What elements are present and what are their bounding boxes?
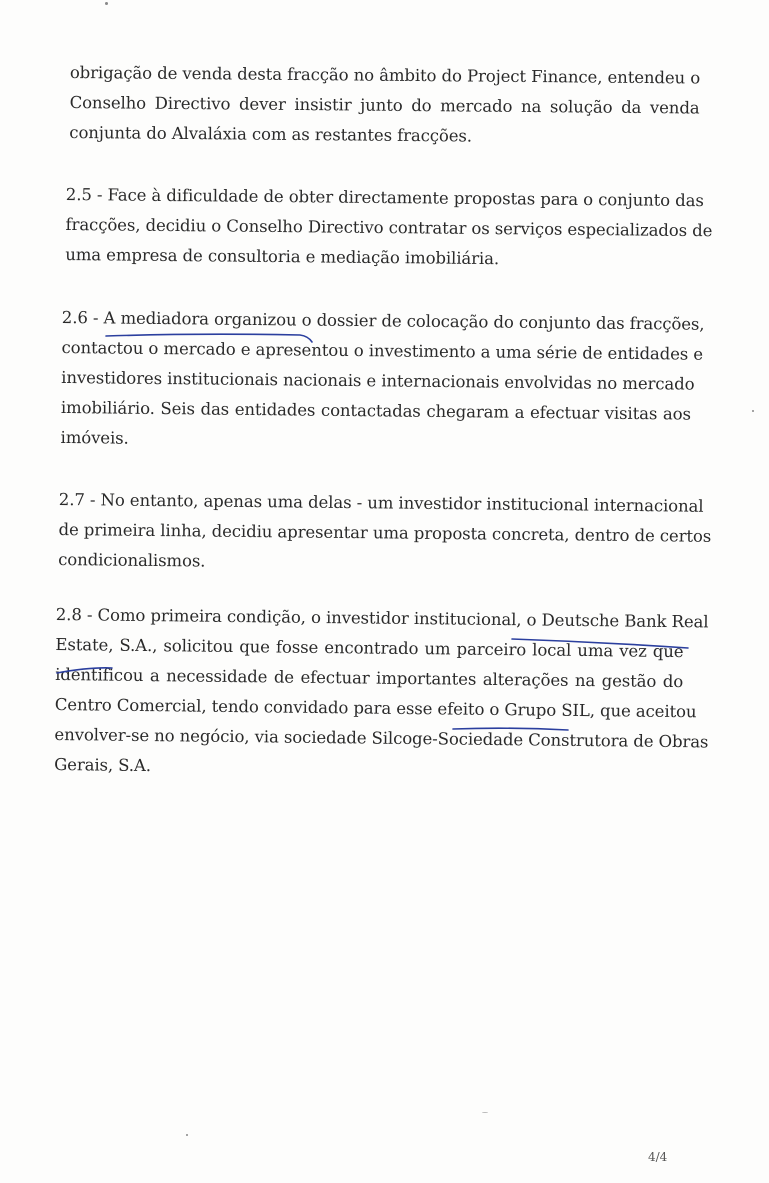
text-line: Centro Comercial, tendo convidado para esse efeito o Grupo SIL, que aceitou (54, 694, 697, 722)
text-line: 2.5 - Face à dificuldade de obter directamente propostas para o conjunto das (65, 184, 704, 211)
text-line: Conselho Directivo dever insistir junto do mercado na solução da venda (69, 92, 700, 118)
paragraph-2-6 (60, 303, 705, 460)
text-line: uma empresa de consultoria e mediação imobiliária. (65, 244, 500, 269)
scan-speck (105, 2, 108, 5)
scan-speck (186, 1134, 188, 1136)
paragraph-2-8 (54, 600, 709, 787)
text-line: identificou a necessidade de efectuar importantes alterações na gestão do (55, 664, 684, 692)
text-line: condicionalismos. (58, 549, 206, 571)
paragraph-2-7 (58, 485, 712, 582)
text-line: imóveis. (60, 427, 129, 448)
text-line: 2.7 - No entanto, apenas uma delas - um investidor institucional internacional (58, 489, 704, 516)
text-line: contactou o mercado e apresentou o investimento a uma série de entidades e (61, 337, 704, 364)
scan-speck (752, 410, 754, 412)
scan-speck (482, 1112, 488, 1113)
paragraph-2-5 (65, 180, 713, 276)
text-line: imobiliário. Seis das entidades contactadas chegaram a efectuar visitas aos (60, 397, 691, 424)
text-line: 2.6 - A mediadora organizou o dossier de colocação do conjunto das fracções, (61, 307, 705, 334)
text-line: Estate, S.A., solicitou que fosse encontrado um parceiro local uma vez que (55, 634, 684, 662)
paragraph-continuation (69, 58, 700, 153)
text-line: obrigação de venda desta fracção no âmbito do Project Finance, entendeu o (69, 62, 701, 88)
text-line: Gerais, S.A. (54, 754, 152, 776)
page-number: 4/4 (648, 1150, 668, 1164)
text-line: envolver-se no negócio, via sociedade Silcoge-Sociedade Construtora de Obras (54, 724, 709, 752)
text-line: investidores institucionais nacionais e internacionais envolvidas no mercado (61, 367, 695, 394)
text-line: 2.8 - Como primeira condição, o investidor institucional, o Deutsche Bank Real (55, 604, 709, 632)
text-line: de primeira linha, decidiu apresentar uma proposta concreta, dentro de certos (58, 519, 712, 546)
text-line: conjunta do Alvaláxia com as restantes fracções. (69, 122, 473, 146)
text-line: fracções, decidiu o Conselho Directivo contratar os serviços especializados de (65, 214, 713, 241)
